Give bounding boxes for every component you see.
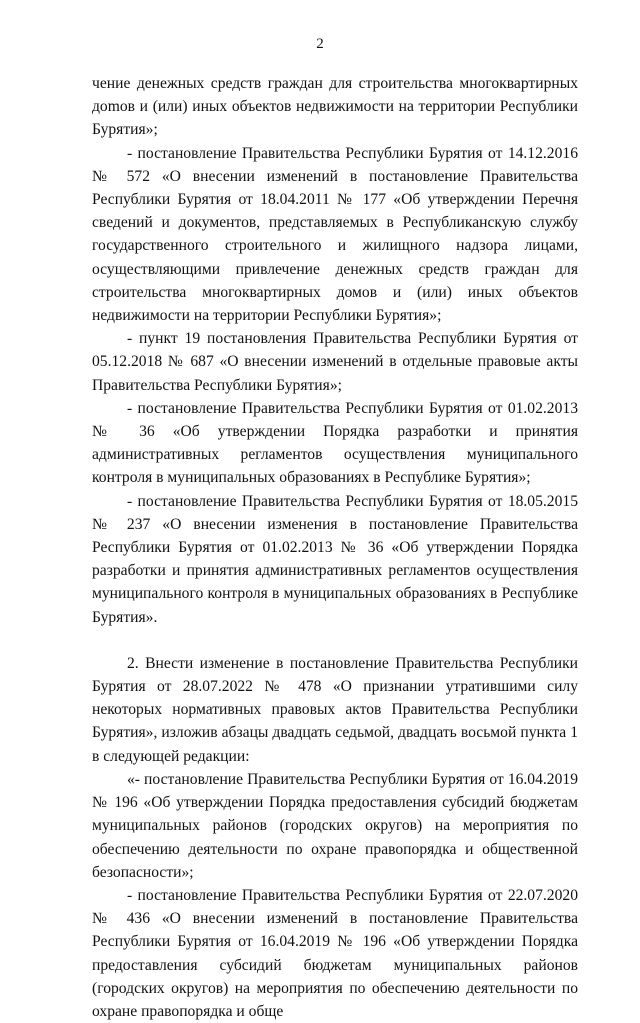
paragraph-section-2: 2. Внести изменение в постановление Правительства Республики Бурятия от 28.07.2022 № 478 «О признании утратившими силу некоторых нормативных правовых актов Правительства Республики Бурятия», изложив абзацы двадцать седьмой, двадцать восьмой пункта 1 в следующей редакции:: [92, 654, 578, 765]
paragraph-item: - постановление Правительства Республики Бурятия от 14.12.2016 № 572 «О внесении изменений в постановление Правительства Республики Бурятия от 18.04.2011 № 177 «Об утверждении Перечня сведений и документов, представляемых в Республиканскую службу государственного строительного и жилищного надзора лицами, осуществляющими привлечение денежных средств граждан для строительства многоквартирных домов и (или) иных объектов недвижимости на территории Республики Бурятия»;: [92, 144, 578, 325]
paragraph-item: - постановление Правительства Республики Бурятия от 01.02.2013 № 36 «Об утверждении Порядка разработки и принятия административных регламентов осуществления муниципального контроля в муниципальных образованиях в Республике Бурятия»;: [92, 399, 578, 487]
page-number: 2: [316, 36, 324, 52]
paragraph-item: - постановление Правительства Республики Бурятия от 18.05.2015 № 237 «О внесении изменения в постановление Правительства Республики Бурятия от 01.02.2013 № 36 «Об утверждении Порядка разработки и принятия административных регламентов осуществления муниципального контроля в муниципальных образованиях в Республике Бурятия».: [92, 492, 578, 626]
paragraph-continuation: чение денежных средств граждан для строительства многоквартирных доmов и (или) иных объектов недвижимости на территории Республики Бурятия»;: [92, 75, 578, 139]
paragraph-item: «- постановление Правительства Республики Бурятия от 16.04.2019 № 196 «Об утверждении Порядка предоставления субсидий бюджетам муниципальных районов (городских округов) на мероприятия по обеспечению деятельности по охране правопорядка и общественной безопасности»;: [92, 770, 578, 881]
paragraph-item: - постановление Правительства Республики Бурятия от 22.07.2020 № 436 «О внесении изменений в постановление Правительства Республики Бурятия от 16.04.2019 № 196 «Об утверждении Порядка предоставления субсидий бюджетам муниципальных районов (городских округов) на мероприятия по обеспечению деятельности по охране правопорядка и обще: [92, 886, 578, 1020]
paragraph-item: - пункт 19 постановления Правительства Республики Бурятия от 05.12.2018 № 687 «О внесении изменений в отдельные правовые акты Правительства Республики Бурятия»;: [92, 330, 578, 394]
document-body: [92, 72, 578, 1023]
